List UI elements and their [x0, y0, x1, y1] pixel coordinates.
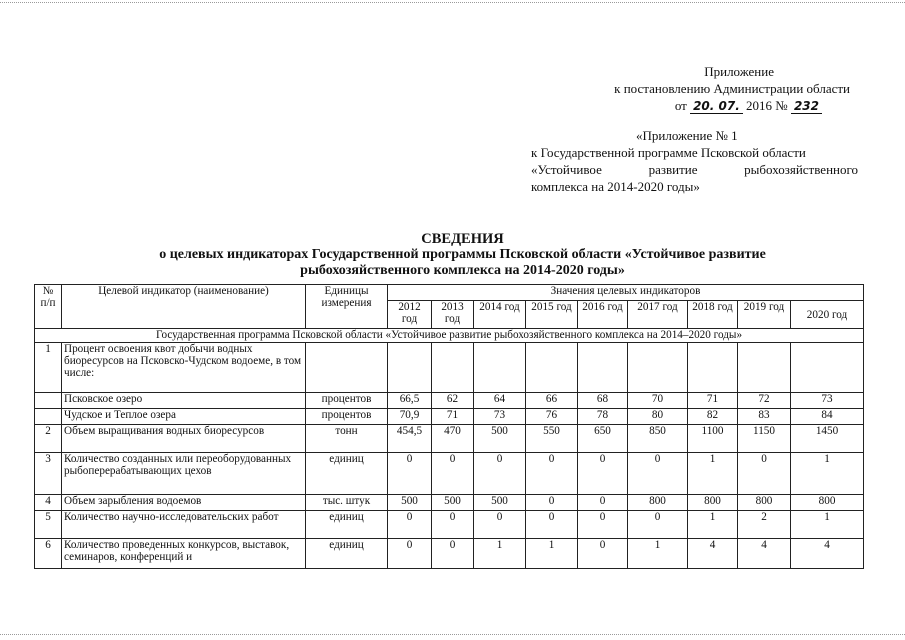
row-value: 0: [474, 453, 526, 495]
row-value: 550: [526, 425, 578, 453]
header-year: 2016 год: [578, 301, 628, 329]
row-value: [688, 343, 738, 393]
row-value: 454,5: [388, 425, 432, 453]
year-text: 2016 №: [746, 98, 788, 113]
row-value: [791, 343, 864, 393]
row-value: 70: [628, 393, 688, 409]
row-value: [388, 343, 432, 393]
row-value: 0: [578, 511, 628, 539]
row-indicator: Объем зарыбления водоемов: [62, 495, 306, 511]
header-year: 2018 год: [688, 301, 738, 329]
row-value: 650: [578, 425, 628, 453]
date-prefix: от: [674, 98, 687, 113]
row-value: 0: [526, 495, 578, 511]
row-value: [738, 343, 791, 393]
header-values: Значения целевых индикаторов: [388, 285, 864, 301]
row-value: 66,5: [388, 393, 432, 409]
table-row: [35, 453, 864, 495]
row-value: 1150: [738, 425, 791, 453]
row-value: 0: [578, 495, 628, 511]
program-row: Государственная программа Псковской области «Устойчивое развитие рыбохозяйственного комплекса на 2014–2020 годы»: [35, 329, 864, 343]
row-indicator: Псковское озеро: [62, 393, 306, 409]
heading-subtitle-1: о целевых индикаторах Государственной программы Псковской области «Устойчивое развитие: [159, 247, 766, 262]
table-row: [35, 393, 864, 409]
row-value: 0: [738, 453, 791, 495]
row-value: [578, 343, 628, 393]
program-ref-line1: «Приложение № 1: [636, 128, 738, 143]
row-value: 4: [791, 539, 864, 569]
header-unit: Единицы измерения: [306, 285, 388, 329]
header-year: 2020 год: [791, 301, 864, 329]
program-ref-line3: «Устойчивое развитие рыбохозяйственного: [531, 162, 858, 177]
header-year: 2013 год: [432, 301, 474, 329]
row-value: 71: [688, 393, 738, 409]
row-value: 0: [526, 453, 578, 495]
row-num: 1: [35, 343, 62, 393]
row-value: 800: [628, 495, 688, 511]
header-year: 2019 год: [738, 301, 791, 329]
row-value: 72: [738, 393, 791, 409]
table-row: [35, 425, 864, 453]
row-num: 3: [35, 453, 62, 495]
row-value: 0: [578, 453, 628, 495]
row-value: 1: [628, 539, 688, 569]
row-indicator: Количество проведенных конкурсов, выставок, семинаров, конференций и: [62, 539, 306, 569]
header-year: 2012 год: [388, 301, 432, 329]
row-indicator: Процент освоения квот добычи водных биоресурсов на Псковско-Чудском водоеме, в том числе:: [62, 343, 306, 393]
row-indicator: Количество научно-исследовательских работ: [62, 511, 306, 539]
row-value: 68: [578, 393, 628, 409]
row-value: 0: [432, 511, 474, 539]
heading-title: СВЕДЕНИЯ: [421, 231, 504, 247]
indicators-table: [34, 284, 864, 569]
row-value: 0: [432, 539, 474, 569]
row-value: [526, 343, 578, 393]
row-unit: единиц: [306, 539, 388, 569]
row-value: 500: [474, 495, 526, 511]
table-row: [35, 539, 864, 569]
appendix-title: Приложение: [704, 64, 774, 79]
row-value: 0: [388, 511, 432, 539]
row-value: 0: [526, 511, 578, 539]
row-value: 4: [688, 539, 738, 569]
row-indicator: Чудское и Теплое озера: [62, 409, 306, 425]
row-indicator: Объем выращивания водных биоресурсов: [62, 425, 306, 453]
row-value: 0: [628, 511, 688, 539]
row-num: 4: [35, 495, 62, 511]
row-unit: единиц: [306, 511, 388, 539]
handwritten-number: 232: [791, 99, 822, 114]
row-value: 62: [432, 393, 474, 409]
row-unit: тыс. штук: [306, 495, 388, 511]
row-value: 0: [628, 453, 688, 495]
table-row: [35, 409, 864, 425]
row-value: 800: [791, 495, 864, 511]
row-value: 78: [578, 409, 628, 425]
row-value: [628, 343, 688, 393]
row-value: 850: [628, 425, 688, 453]
row-value: 1: [688, 453, 738, 495]
row-value: [474, 343, 526, 393]
row-num: [35, 393, 62, 409]
row-value: 1: [526, 539, 578, 569]
header-year: 2015 год: [526, 301, 578, 329]
row-value: 4: [738, 539, 791, 569]
row-value: 0: [388, 539, 432, 569]
row-value: 500: [388, 495, 432, 511]
table-row: [35, 495, 864, 511]
header-indicator: Целевой индикатор (наименование): [62, 285, 306, 329]
row-value: 0: [388, 453, 432, 495]
row-num: 2: [35, 425, 62, 453]
row-unit: процентов: [306, 409, 388, 425]
row-unit: тонн: [306, 425, 388, 453]
row-value: 800: [688, 495, 738, 511]
scan-edge-bottom: [0, 634, 905, 635]
row-num: 6: [35, 539, 62, 569]
row-value: 84: [791, 409, 864, 425]
row-value: 1450: [791, 425, 864, 453]
row-value: 2: [738, 511, 791, 539]
appendix-block: [560, 63, 850, 114]
row-value: 70,9: [388, 409, 432, 425]
row-value: 73: [474, 409, 526, 425]
table-row: [35, 343, 864, 393]
header-num: № п/п: [35, 285, 62, 329]
program-ref-line4: комплекса на 2014-2020 годы»: [531, 179, 700, 194]
row-value: 73: [791, 393, 864, 409]
row-value: 0: [432, 453, 474, 495]
row-value: 66: [526, 393, 578, 409]
row-value: 1: [791, 453, 864, 495]
row-num: [35, 409, 62, 425]
program-reference-block: [531, 127, 858, 195]
row-unit: единиц: [306, 453, 388, 495]
row-value: 0: [578, 539, 628, 569]
row-value: 1: [791, 511, 864, 539]
header-year: 2014 год: [474, 301, 526, 329]
table-row: [35, 511, 864, 539]
header-year: 2017 год: [628, 301, 688, 329]
row-value: 800: [738, 495, 791, 511]
heading-subtitle-2: рыбохозяйственного комплекса на 2014-2020 годы»: [300, 263, 625, 278]
scan-edge-top: [0, 2, 905, 3]
row-value: 1: [688, 511, 738, 539]
program-ref-line2: к Государственной программе Псковской области: [531, 145, 806, 160]
row-value: 76: [526, 409, 578, 425]
row-value: 0: [474, 511, 526, 539]
appendix-date-line: [560, 97, 850, 114]
row-value: 500: [474, 425, 526, 453]
row-value: 1: [474, 539, 526, 569]
row-value: 83: [738, 409, 791, 425]
row-value: 64: [474, 393, 526, 409]
row-value: 470: [432, 425, 474, 453]
row-value: 500: [432, 495, 474, 511]
row-num: 5: [35, 511, 62, 539]
document-heading: [100, 231, 825, 279]
row-unit: [306, 343, 388, 393]
row-indicator: Количество созданных или переоборудованных рыбоперерабатывающих цехов: [62, 453, 306, 495]
row-value: 71: [432, 409, 474, 425]
appendix-resolution-line: к постановлению Администрации области: [614, 81, 850, 96]
row-value: 80: [628, 409, 688, 425]
row-value: [432, 343, 474, 393]
row-unit: процентов: [306, 393, 388, 409]
row-value: 82: [688, 409, 738, 425]
row-value: 1100: [688, 425, 738, 453]
handwritten-date: 20. 07.: [690, 99, 743, 114]
